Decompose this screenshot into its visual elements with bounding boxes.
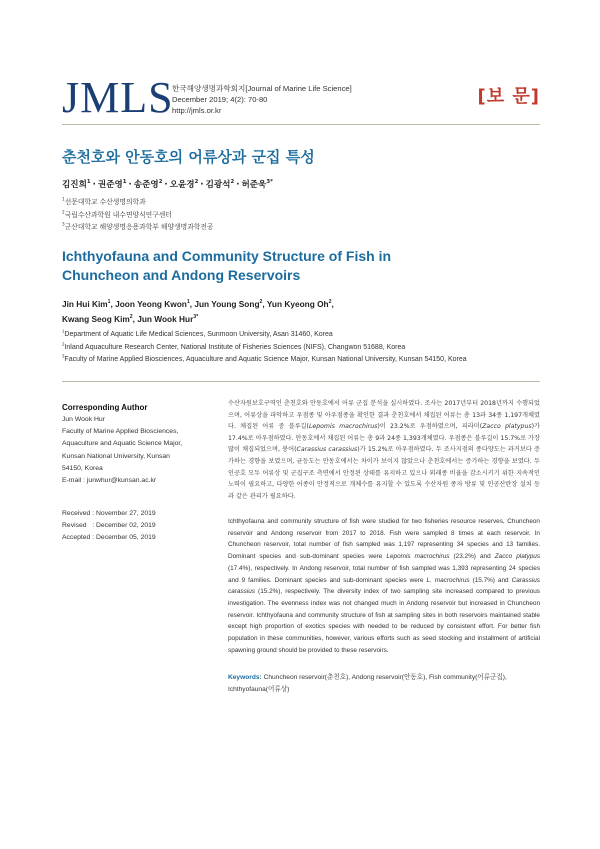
authors-korean: 김진희$^1$ · 권준영$^1$ · 송준영$^2$ · 오윤경$^2$ · 김광석$^2$ · 허준욱$^{3*}$ xyxy=(62,179,273,190)
author-ko-sup: 1 xyxy=(122,179,127,186)
affiliation-en: $^1$Department of Aquatic Life Medical Sciences, Sunmoon University, Asan 31460, Korea xyxy=(62,328,333,338)
affiliations-english xyxy=(62,329,467,367)
journal-logo: JMLS xyxy=(62,73,174,122)
author-ko-sup: 2 xyxy=(158,179,163,186)
author-ko-sup: 2 xyxy=(194,179,199,186)
corresponding-line: Faculty of Marine Applied Biosciences, xyxy=(62,428,179,436)
corresponding-author-block xyxy=(62,403,212,487)
species-name: Lepomis macrochirus xyxy=(308,423,378,431)
author-ko: 허준욱 xyxy=(241,180,267,190)
author-en: Joon Yeong Kwon xyxy=(115,299,187,309)
author-en: Jun Wook Hur xyxy=(137,314,194,324)
keywords-text: Chuncheon reservoir(춘천호), Andong reservoir(안동호), Fish community(어류군집), Ichthyofauna(어류상) xyxy=(228,674,507,693)
dates-block xyxy=(62,508,156,545)
species-name: Zacco platypus xyxy=(482,423,532,431)
affiliation-ko: $^1$선문대학교 수산생명의학과 xyxy=(62,196,146,206)
title-korean: 춘천호와 안동호의 어류상과 군집 특성 xyxy=(62,148,315,166)
section-divider xyxy=(62,381,540,382)
author-ko: 김광석 xyxy=(205,180,231,190)
keywords-label: Keywords: xyxy=(228,674,262,681)
title-english-line: Ichthyofauna and Community Structure of Fish in xyxy=(62,248,392,264)
author-ko-sup: 1 xyxy=(86,179,91,186)
species-name: L. macrochirus xyxy=(426,576,470,584)
journal-info xyxy=(172,83,352,116)
affiliation-en: $^3$Faculty of Marine Applied Biosciences, Aquaculture and Aquatic Science Major, Kunsan National University, Kunsan 54150, Korea xyxy=(62,353,467,363)
author-en: Kwang Seog Kim xyxy=(62,314,130,324)
date-received: Received : November 27, 2019 xyxy=(62,510,156,517)
article-type-badge: [보 문] xyxy=(477,86,540,107)
title-english-line: Chuncheon and Andong Reservoirs xyxy=(62,267,301,283)
date-accepted: Accepted : December 05, 2019 xyxy=(62,534,156,542)
abstract-english: Ichthyofauna and community structure of fish were studied for two fisheries resource reserves, Chuncheon reservoir and Andong reservoir from 2017 to 2018. Fish were sampled 8 times at each reservoir. In Chuncheon reservoir, total number of fish sampled was 1,197 representing 34 species and 13 families. Dominant species and sub-dominant species were Lepomis macrochirus (23.2%) and Zacco platypus (17.4%), respectively. In Andong reservoir, total number of fish sampled was 1,393 representing 24 species and 9 families. Dominant species and sub-dominant species were L. macrochirus (15.7%) and Carassius carassius (15.2%), respectively. The diversity index of two sampling site increased compared to previous investigation. The evenness index was not changed much in Andong reservoir but increased in Chuncheon reservoir. Ichthyofauna and community structure of fish at sampling sites in both reservoirs maintained stable except high proportion of exotics species with needed to be reduced by consistent effort. For better fish population in these communities, however, various efforts such as seed stocking and installment of artificial spawning ground should be provided to these reservoirs. xyxy=(228,518,541,654)
author-ko: 송준영 xyxy=(133,180,159,190)
affiliations-korean xyxy=(62,196,213,234)
author-ko-sup: 3* xyxy=(266,179,273,186)
header-divider xyxy=(62,124,540,125)
species-name: Carassius carassius xyxy=(296,446,358,454)
date-revised: Revised : December 02, 2019 xyxy=(62,522,156,530)
author-ko: 오윤경 xyxy=(169,180,195,190)
corresponding-heading: Corresponding Author xyxy=(62,403,148,412)
corresponding-line: 54150, Korea xyxy=(62,464,103,472)
journal-name-line: 한국해양생명과학회지[Journal of Marine Life Science] xyxy=(172,84,352,93)
journal-url[interactable]: http://jmls.or.kr xyxy=(172,106,222,115)
corresponding-email[interactable]: E-mail : junwhur@kunsan.ac.kr xyxy=(62,477,157,485)
author-ko: 김진희 xyxy=(62,180,87,190)
title-english xyxy=(62,247,391,285)
author-ko: 권준영 xyxy=(97,180,123,190)
species-name: Carassius carassius xyxy=(228,576,540,596)
author-ko-sup: 2 xyxy=(230,179,235,186)
species-name: Zacco platypus xyxy=(494,553,541,561)
affiliation-en: $^2$Inland Aquaculture Research Center, National Institute of Fisheries Sciences (NIFS), Changwon 51688, Korea xyxy=(62,341,406,351)
species-name: Lepomis macrochirus xyxy=(386,553,450,561)
author-en: Yun Kyeong Oh xyxy=(266,299,329,309)
issue-line: December 2019; 4(2): 70-80 xyxy=(172,95,268,104)
affiliation-ko: $^2$국립수산과학원 내수면양식연구센터 xyxy=(62,209,172,219)
authors-english: Jin Hui Kim$^1$, Joon Yeong Kwon$^1$, Jun Young Song$^2$, Yun Kyeong Oh$^2$, Kwang Seog Kim$^2$, Jun Wook Hur$^{3*}$ xyxy=(62,299,334,324)
abstract-korean: 수산자원보호구역인 춘천호와 안동호에서 어류 군집 분석을 실시하였다. 조사는 2017년부터 2018년까지 수행되었으며, 어류상을 파악하고 우점종 및 아우점종을 확인한 결과 춘천호에서 채집된 어류는 총 13과 34종 1,197개체였다. 채집된 어류 중 블루길(Lepomis macrochirus)이 23.2%로 우점하였으며, 피라미(Zacco platypus)가 17.4%로 아우점하였다. 안동호에서 채집된 어류는 총 9과 24종 1,393개체였다. 우점종은 블루길이 15.7%로 가장 많이 채집되었으며, 붕어(Carassius carassius)가 15.2%로 아우점하였다. 두 조사지점의 종다양도는 과거보다 증가하는 경향을 보였으며, 균등도는 안동호에서는 차이가 보이지 않았으나 춘천호에서는 증가하는 경향을 보였다. 두 인공호 모두 어류상 및 군집구조 측면에서 안정된 상태를 유지하고 있으나 외래종 비율을 감소시키기 위한 지속적인 노력이 필요하고, 다양한 어종이 안정적으로 개체수를 유지할 수 있도록 수산자원 종자 방류 및 인공산란장 설치 등과 같은 관리가 필요하다. xyxy=(228,400,540,500)
author-en: Jun Young Song xyxy=(194,299,260,309)
corresponding-line: Kunsan National University, Kunsan xyxy=(62,452,170,460)
affiliation-ko: $^3$군산대학교 해양생명응용과학부 해양생명과학전공 xyxy=(62,221,214,231)
corresponding-line: Aquaculture and Aquatic Science Major, xyxy=(62,440,183,448)
author-en: Jin Hui Kim xyxy=(62,299,108,309)
keywords xyxy=(228,672,540,695)
corresponding-line: Jun Wook Hur xyxy=(62,416,105,423)
